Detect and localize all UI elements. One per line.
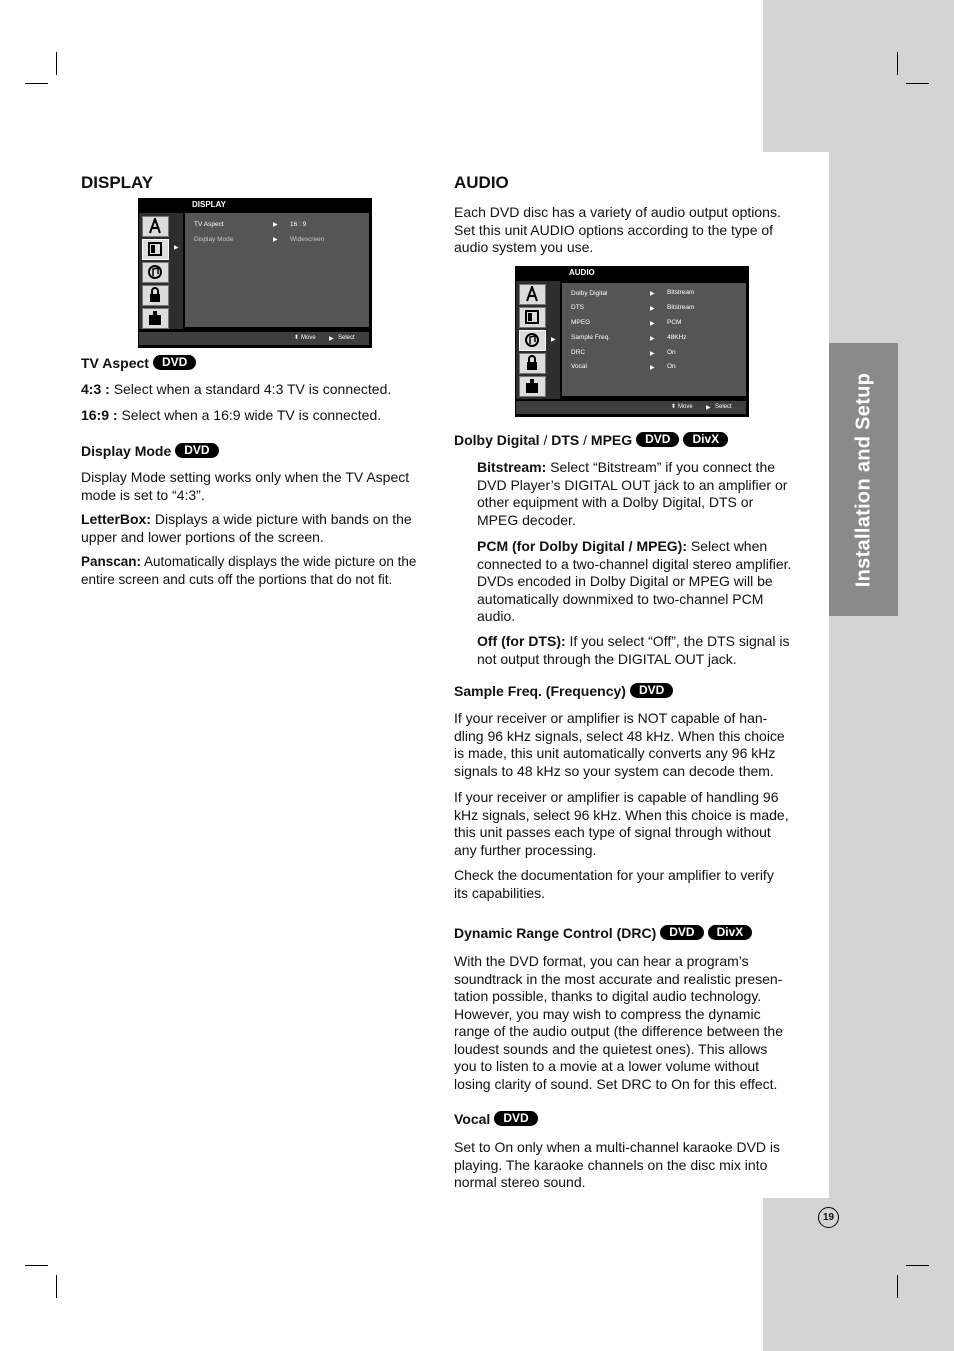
off-dts-description <box>477 633 817 668</box>
osd-arrow-icon: ▶ <box>650 306 655 312</box>
text-line: connected to a two-channel digital stereo amplifier. <box>477 555 792 572</box>
display-heading: DISPLAY <box>81 173 154 192</box>
text-line: this unit passes each type of signal through without <box>454 824 771 840</box>
text-line: MPEG decoder. <box>477 511 576 528</box>
bitstream-description <box>477 459 817 529</box>
text-line: With the DVD format, you can hear a program’s <box>454 953 749 969</box>
osd-row-value: Bitstream <box>667 304 695 311</box>
text-line: is made, this unit automatically converts any 96 kHz <box>454 745 776 761</box>
text-line: However, you may wish to compress the dynamic <box>454 1005 761 1022</box>
move-arrows-icon: ⬍ <box>294 335 300 341</box>
text-line: normal stereo sound. <box>454 1174 586 1190</box>
bitstream-key: Bitstream: <box>477 459 547 475</box>
crop-mark <box>25 83 48 84</box>
osd-value-tv-aspect: 16 : 9 <box>290 221 307 228</box>
dvd-badge: DVD <box>153 355 196 370</box>
option-key: 16:9 : <box>81 407 118 423</box>
text-line: its capabilities. <box>454 884 546 901</box>
text-line: signals to 48 kHz so your system can decode them. <box>454 762 774 779</box>
osd-footer <box>139 332 369 345</box>
section-tab <box>829 343 898 616</box>
crop-mark <box>56 52 57 75</box>
osd-row-label: MPEG <box>571 319 591 326</box>
display-icon <box>142 239 169 260</box>
osd-row-value: On <box>667 363 676 370</box>
text-line: Select “Bitstream” if you connect the <box>550 459 776 475</box>
text-line: automatically downmixed to two-channel PCM <box>477 590 764 607</box>
text-line: If you select “Off”, the DTS signal is <box>569 633 790 649</box>
option-text: Select when a 16:9 wide TV is connected. <box>121 407 382 423</box>
osd-row-value: 48KHz <box>667 334 687 341</box>
osd-row-value: Bitstream <box>667 289 695 296</box>
pcm-key: PCM (for Dolby Digital / MPEG): <box>477 538 687 554</box>
off-key: Off (for DTS): <box>477 633 566 649</box>
divx-badge: DivX <box>708 925 753 940</box>
osd-row-label: DTS <box>571 304 584 311</box>
lock-icon <box>142 285 169 306</box>
text-line: upper and lower portions of the screen. <box>81 528 324 545</box>
osd-footer-select: Select <box>338 335 355 341</box>
text-line: If your receiver or amplifier is NOT capable of han- <box>454 710 768 726</box>
margin-background-top <box>763 0 954 152</box>
others-icon <box>142 308 169 329</box>
letterbox-key: LetterBox: <box>81 511 152 527</box>
letterbox-description <box>81 511 441 546</box>
osd-row-value: On <box>667 349 676 356</box>
sample-freq-heading <box>454 683 673 699</box>
audio-heading: AUDIO <box>454 173 509 192</box>
osd-footer-select: Select <box>715 404 732 410</box>
divx-badge: DivX <box>683 432 728 447</box>
text-line: audio system you use. <box>454 239 594 255</box>
crop-mark <box>56 1275 57 1298</box>
heading-part: MPEG <box>590 432 633 448</box>
sample-freq-title: Sample Freq. (Frequency) <box>454 683 626 699</box>
crop-mark <box>25 1265 48 1266</box>
margin-background-bottom <box>763 1198 954 1351</box>
option-key: 4:3 : <box>81 381 110 397</box>
text-line: loudest sounds and the quietest ones). This allows <box>454 1040 768 1057</box>
panscan-description <box>81 553 441 588</box>
crop-mark <box>897 52 898 75</box>
dvd-badge: DVD <box>630 683 673 698</box>
sample-freq-paragraph-3 <box>454 867 814 902</box>
language-icon <box>519 284 546 305</box>
text-line: Set this unit AUDIO options according to the type of <box>454 221 774 238</box>
display-osd-screen <box>138 198 372 348</box>
display-icon <box>519 307 546 328</box>
option-text: Select when a standard 4:3 TV is connected. <box>113 381 392 397</box>
vocal-title: Vocal <box>454 1111 491 1127</box>
osd-footer-move: Move <box>678 404 693 410</box>
text-line: soundtrack in the most accurate and realistic presen- <box>454 970 783 987</box>
sample-freq-paragraph-1 <box>454 710 814 780</box>
heading-separator: / <box>539 432 552 448</box>
pcm-description <box>477 538 817 626</box>
dolby-dts-mpeg-heading <box>454 432 728 448</box>
drc-title: Dynamic Range Control (DRC) <box>454 925 657 941</box>
text-line: Displays a wide picture with bands on the <box>154 511 412 527</box>
others-icon <box>519 376 546 397</box>
tv-aspect-option-169 <box>81 407 381 425</box>
osd-arrow-icon: ▶ <box>650 351 655 357</box>
osd-arrow-icon: ▶ <box>273 222 278 228</box>
audio-icon <box>519 330 546 351</box>
dvd-badge: DVD <box>660 925 703 940</box>
text-line: playing. The karaoke channels on the disc mix into <box>454 1156 768 1173</box>
vocal-paragraph <box>454 1139 814 1192</box>
text-line: you to listen to a movie at a lower volume without <box>454 1058 760 1074</box>
text-line: If your receiver or amplifier is capable of handling 96 <box>454 789 779 805</box>
crop-mark <box>906 1265 929 1266</box>
heading-separator: / <box>579 432 591 448</box>
move-arrows-icon: ⬍ <box>671 404 677 410</box>
osd-settings-panel <box>185 213 369 327</box>
text-line: audio. <box>477 608 516 624</box>
osd-row-label: Dolby Digital <box>571 290 608 297</box>
osd-value-display-mode: Widescreen <box>290 236 325 243</box>
panscan-key: Panscan: <box>81 554 142 569</box>
audio-osd-screen <box>515 266 749 417</box>
language-icon <box>142 216 169 237</box>
osd-title: AUDIO <box>569 268 595 277</box>
display-mode-intro <box>81 469 441 504</box>
lock-icon <box>519 353 546 374</box>
selected-arrow-icon: ▶ <box>174 245 179 251</box>
osd-icon-column <box>139 213 183 329</box>
dvd-badge: DVD <box>494 1111 537 1126</box>
text-line: kHz signals, select 96 kHz. When this choice is made, <box>454 806 789 823</box>
text-line: dling 96 kHz signals, select 48 kHz. When this choice <box>454 727 785 744</box>
osd-arrow-icon: ▶ <box>650 321 655 327</box>
page-number: 19 <box>818 1207 839 1228</box>
text-line: DVD Player’s DIGITAL OUT jack to an amplifier or <box>477 476 788 493</box>
osd-arrow-icon: ▶ <box>650 365 655 371</box>
margin-background-right <box>829 152 954 1198</box>
osd-row-label: Sample Freq. <box>571 334 611 341</box>
osd-row-label: DRC <box>571 349 586 356</box>
selected-arrow-icon: ▶ <box>551 337 556 343</box>
audio-icon <box>142 262 169 283</box>
display-mode-heading <box>81 443 219 459</box>
text-line: other equipment with a Dolby Digital, DTS or <box>477 494 754 510</box>
text-line: DVDs encoded in Dolby Digital or MPEG will be <box>477 573 773 589</box>
text-line: mode is set to “4:3”. <box>81 486 205 503</box>
osd-row-display-mode: Display Mode <box>194 236 234 243</box>
select-arrow-icon: ▶ <box>706 405 711 411</box>
heading-part: Dolby Digital <box>454 432 540 448</box>
osd-row-tv-aspect: TV Aspect <box>194 221 224 228</box>
text-line: Set to On only when a multi-channel karaoke DVD is <box>454 1139 781 1155</box>
vocal-heading <box>454 1111 538 1127</box>
text-line: not output through the DIGITAL OUT jack. <box>477 650 737 667</box>
text-line: Display Mode setting works only when the TV Aspect <box>81 469 410 485</box>
section-tab-label: Installation and Setup <box>852 372 874 587</box>
text-line: Each DVD disc has a variety of audio output options. <box>454 204 781 220</box>
tv-aspect-heading <box>81 355 196 371</box>
osd-title: DISPLAY <box>192 200 226 209</box>
text-line: Automatically displays the wide picture on the <box>144 554 417 569</box>
osd-row-value: PCM <box>667 319 682 326</box>
text-line: Check the documentation for your amplifier to verify <box>454 867 774 883</box>
osd-row-label: Vocal <box>571 363 587 370</box>
osd-icon-column <box>516 281 560 399</box>
drc-heading <box>454 925 752 941</box>
crop-mark <box>906 83 929 84</box>
sample-freq-paragraph-2 <box>454 789 814 859</box>
text-line: entire screen and cuts off the portions that do not fit. <box>81 571 393 587</box>
tv-aspect-option-43 <box>81 381 391 399</box>
dvd-badge: DVD <box>636 432 679 447</box>
osd-footer-move: Move <box>301 335 316 341</box>
osd-footer <box>516 401 746 414</box>
select-arrow-icon: ▶ <box>329 336 334 342</box>
osd-arrow-icon: ▶ <box>650 336 655 342</box>
audio-intro <box>454 204 814 257</box>
crop-mark <box>897 1275 898 1298</box>
heading-part: DTS <box>551 432 580 448</box>
osd-settings-panel <box>562 283 746 396</box>
text-line: Select when <box>690 538 768 554</box>
dvd-badge: DVD <box>175 443 218 458</box>
osd-arrow-icon: ▶ <box>273 237 278 243</box>
tv-aspect-title: TV Aspect <box>81 355 149 371</box>
osd-arrow-icon: ▶ <box>650 291 655 297</box>
text-line: tation possible, thanks to digital audio technology. <box>454 988 762 1004</box>
text-line: any further processing. <box>454 841 597 858</box>
display-mode-title: Display Mode <box>81 443 172 459</box>
text-line: range of the audio output (the difference between the <box>454 1023 783 1039</box>
text-line: losing clarity of sound. Set DRC to On for this effect. <box>454 1075 778 1092</box>
drc-paragraph <box>454 953 814 1093</box>
